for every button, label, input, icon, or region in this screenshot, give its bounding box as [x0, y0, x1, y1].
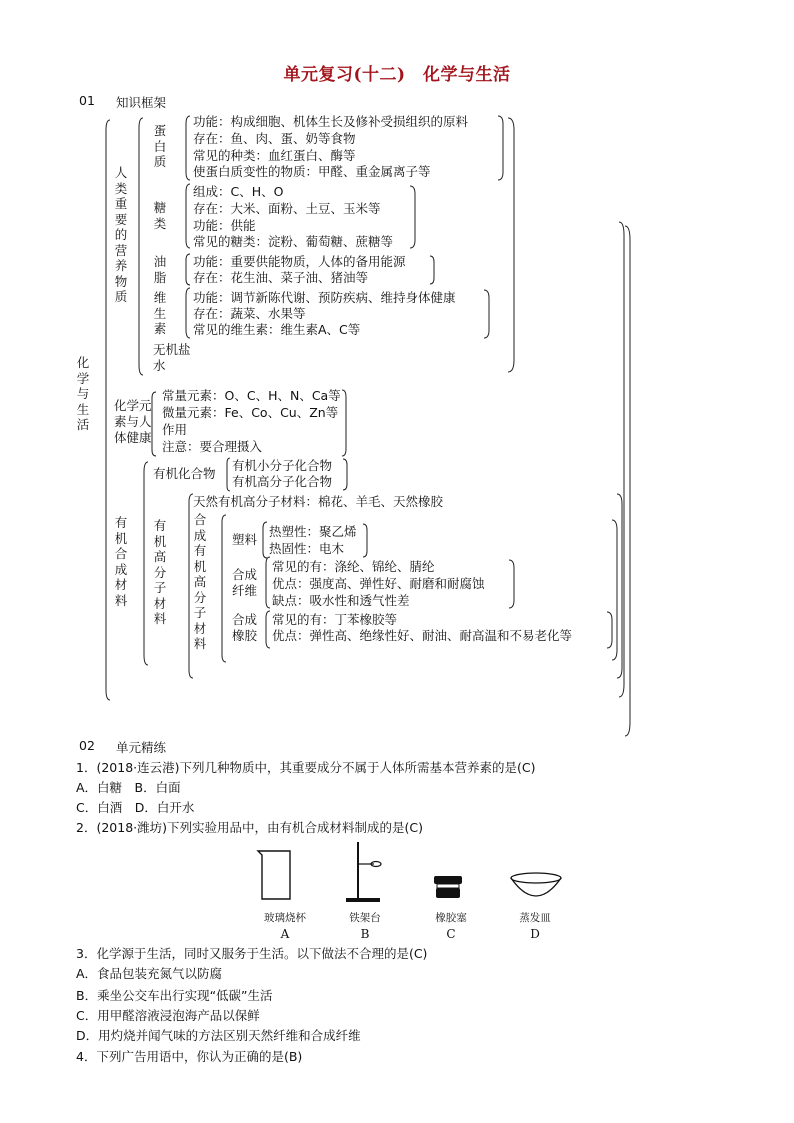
elements-role: 作用 [162, 422, 188, 437]
protein-label: 蛋白质 [153, 123, 167, 169]
fiber-cons: 缺点：吸水性和透气性差 [272, 593, 410, 608]
vitamin-label: 维生素 [153, 290, 167, 336]
water-label: 水 [153, 358, 166, 373]
section-number: 01 [79, 93, 95, 108]
figure-letter-d: D [530, 927, 540, 941]
question-1-options-cd: C．白酒 D．白开水 [76, 800, 195, 815]
section-heading: 知识框架 [116, 95, 167, 110]
sugar-composition: 组成：C、H、O [193, 184, 284, 199]
page-title: 单元复习(十二) 化学与生活 [283, 65, 511, 85]
fat-label: 油脂 [153, 254, 167, 285]
natural-polymer: 天然有机高分子材料：棉花、羊毛、天然橡胶 [193, 494, 444, 509]
question-3-option-b: B．乘坐公交车出行实现“低碳”生活 [76, 988, 273, 1003]
evaporating-dish-figure [505, 868, 567, 908]
question-3-option-d: D．用灼烧并闻气味的方法区别天然纤维和合成纤维 [76, 1028, 361, 1043]
sugar-types: 常见的糖类：淀粉、葡萄糖、蔗糖等 [193, 234, 394, 249]
macro-elements: 常量元素：O、C、H、N、Ca等 [162, 388, 341, 403]
protein-source: 存在：鱼、肉、蛋、奶等食物 [193, 131, 356, 146]
elements-label: 化学元素与人体健康 [114, 398, 152, 445]
synthetic-label: 合成有机高分子材料 [193, 512, 207, 651]
question-1-options-ab: A．白糖 B．白面 [76, 780, 181, 795]
protein-denature: 使蛋白质变性的物质：甲醛、重金属离子等 [193, 164, 431, 179]
figure-letter-a: A [280, 927, 290, 941]
section-number-2: 02 [79, 738, 95, 753]
thermoset: 热固性：电木 [269, 541, 345, 556]
organic-small: 有机小分子化合物 [232, 458, 333, 473]
sugar-label: 糖类 [153, 200, 167, 231]
question-4: 4．下列广告用语中，你认为正确的是(B) [76, 1049, 303, 1064]
protein-types: 常见的种类：血红蛋白、酶等 [193, 148, 356, 163]
beaker-figure [252, 845, 298, 905]
sugar-source: 存在：大米、面粉、土豆、玉米等 [193, 201, 381, 216]
root-label: 化学与生活 [76, 355, 90, 432]
rubber-stopper-figure [428, 872, 468, 906]
rubber-common: 常见的有：丁苯橡胶等 [272, 612, 398, 627]
question-1: 1．(2018·连云港)下列几种物质中，其重要成分不属于人体所需基本营养素的是(C) [76, 760, 536, 775]
thermoplastic: 热塑性：聚乙烯 [269, 524, 357, 539]
fiber-pros: 优点：强度高、弹性好、耐磨和耐腐蚀 [272, 576, 485, 591]
fat-source: 存在：花生油、菜子油、猪油等 [193, 270, 369, 285]
plastic-label: 塑料 [232, 532, 258, 547]
vitamin-types: 常见的维生素：维生素A、C等 [193, 322, 361, 337]
rubber-pros: 优点：弹性高、绝缘性好、耐油、耐高温和不易老化等 [272, 628, 573, 643]
salt-label: 无机盐 [153, 342, 191, 357]
question-3-option-a: A．食品包装充氮气以防腐 [76, 966, 223, 981]
figure-letter-b: B [360, 927, 370, 941]
figure-caption-b: 铁架台 [349, 912, 381, 924]
question-2: 2．(2018·潍坊)下列实验用品中，由有机合成材料制成的是(C) [76, 820, 423, 835]
section-heading-2: 单元精练 [116, 740, 167, 755]
organic-large: 有机高分子化合物 [232, 474, 333, 489]
protein-function: 功能：构成细胞、机体生长及修补受损组织的原料 [193, 114, 469, 129]
trace-elements: 微量元素：Fe、Co、Cu、Zn等 [162, 405, 339, 420]
figure-letter-c: C [446, 927, 456, 941]
organic-label: 有机化合物 [153, 466, 216, 481]
question-3: 3．化学源于生活，同时又服务于生活。以下做法不合理的是(C) [76, 946, 428, 961]
vitamin-source: 存在：蔬菜、水果等 [193, 306, 306, 321]
rubber-label: 合成橡胶 [232, 612, 258, 643]
materials-label: 有机合成材料 [114, 515, 128, 608]
polymer-label: 有机高分子材料 [153, 518, 167, 626]
sugar-function: 功能：供能 [193, 218, 256, 233]
fiber-common: 常见的有：涤纶、锦纶、腈纶 [272, 559, 435, 574]
nutrients-label: 人类重要的营养物质 [114, 165, 128, 304]
fat-function: 功能：重要供能物质，人体的备用能源 [193, 254, 406, 269]
figure-caption-a: 玻璃烧杯 [264, 912, 306, 924]
figure-caption-d: 蒸发皿 [519, 912, 551, 924]
vitamin-function: 功能：调节新陈代谢、预防疾病、维持身体健康 [193, 290, 456, 305]
iron-stand-figure [338, 838, 388, 906]
question-3-option-c: C．用甲醛溶液浸泡海产品以保鲜 [76, 1008, 260, 1023]
fiber-label: 合成纤维 [232, 567, 258, 598]
figure-caption-c: 橡胶塞 [435, 912, 467, 924]
elements-note: 注意：要合理摄入 [162, 439, 263, 454]
